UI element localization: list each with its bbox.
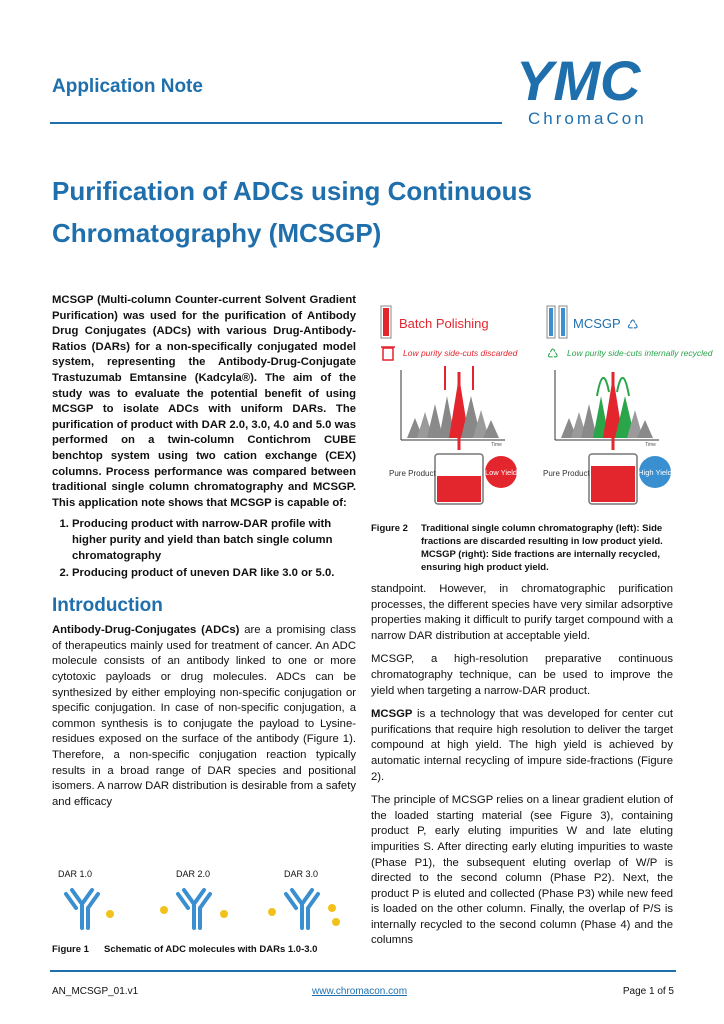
- fig1-label-dar3: DAR 3.0: [284, 869, 319, 879]
- fig1-label-dar2: DAR 2.0: [176, 869, 211, 879]
- antibody-icon: [178, 890, 210, 928]
- mcsgp-title: MCSGP: [573, 316, 621, 331]
- figure-1-caption: [52, 944, 356, 955]
- recycle-icon: ♺: [547, 346, 559, 361]
- footer-doc-id: AN_MCSGP_01.v1: [52, 986, 139, 997]
- footer-page-number: Page 1 of 5: [622, 986, 674, 997]
- footer-divider: [50, 970, 676, 972]
- introduction-text: are a promising class of therapeutics mainly used for treatment of cancer. An ADC molecule consists of an antibody linked to one or more cytotoxic payloads or drug molecules. ADCs can be synthesized by either employing non-specific conjugation or specific conjugation. In case of non-specific conjugation, a common synthesis is to conjugate the payload to Lysine-residues exposed on the surface of the antibody (Figure 1). Therefore, a non-specific conjugation reaction typically results in a broad range of DAR species and positional isomers. A narrow DAR distribution is desirable from a safety and efficacy: [52, 624, 356, 808]
- collection-vessel-right: [589, 454, 637, 504]
- introduction-term: Antibody-Drug-Conjugates (ADCs): [52, 624, 240, 637]
- antibody-icon: [66, 890, 98, 928]
- figure-1-caption-text: Schematic of ADC molecules with DARs 1.0-3.0: [104, 944, 318, 955]
- recycle-icon: ♺: [627, 317, 639, 332]
- figure-1-diagram: [52, 868, 356, 940]
- twin-column-icon: [547, 306, 567, 338]
- title-line-1: Purification of ADCs using Continuous: [52, 176, 533, 206]
- footer-website-link[interactable]: www.chromacon.com: [312, 986, 408, 997]
- chromatogram-right: [555, 370, 659, 450]
- abstract-list: [52, 517, 356, 581]
- figure-2-caption: [371, 522, 673, 574]
- column-icon: [381, 306, 391, 338]
- title-line-2: Chromatography (MCSGP): [52, 218, 382, 248]
- batch-side-cuts-note: Low purity side-cuts discarded: [403, 348, 518, 358]
- introduction-heading: Introduction: [52, 594, 163, 616]
- right-time-axis-label: Time: [645, 442, 656, 448]
- right-pure-product-label: Pure Product: [543, 469, 590, 478]
- fig1-label-dar1: DAR 1.0: [58, 869, 93, 879]
- chromatogram-left: [401, 366, 505, 450]
- paragraph: The principle of MCSGP relies on a linear gradient elution of the loaded starting material (see Figure 3), containing product P, early eluting impurities W and late eluting impurities S. After directing early eluting impurities to waste (Phase P1), the subsequent eluting overlap of W/P is directed to the second column (Phase P2). Next, the product P is eluted and collected (Phase P3) while new feed is loaded on the other column. Finally, the overlap of P/S is internally recycled to the second column (Phase 4) and the columns: [371, 794, 673, 947]
- mcsgp-term: MCSGP: [371, 708, 413, 721]
- collection-vessel-left: [435, 454, 483, 504]
- logo-sub-text: ChromaCon: [528, 109, 647, 128]
- mcsgp-side-cuts-note: Low purity side-cuts internally recycled: [567, 348, 713, 358]
- figure-2-caption-label: Figure 2: [371, 523, 408, 534]
- high-yield-text: High Yield: [638, 468, 672, 477]
- left-column: [52, 293, 356, 818]
- paragraph: [371, 707, 673, 785]
- figure-1-caption-label: Figure 1: [52, 944, 89, 955]
- abstract-list-item: 1. Producing product with narrow-DAR profile with higher purity and yield than batch single column chromatography: [72, 517, 356, 564]
- ymc-chromacon-logo: [512, 50, 682, 130]
- paragraph-text: is a technology that was developed for center cut purifications that require high resolution to deliver the target compound at high yield. The high yield is achieved by automatic internal recycling of impure side-fractions (Figure 2).: [371, 708, 673, 783]
- left-time-axis-label: Time: [491, 442, 502, 448]
- figure-2-diagram: [371, 300, 713, 512]
- paragraph: MCSGP, a high-resolution preparative continuous chromatography technique, can be used to improve the yield when targeting a narrow-DAR product.: [371, 653, 673, 697]
- right-column: [371, 582, 673, 957]
- paragraph: standpoint. However, in chromatographic purification processes, the different species have very similar adsorptive properties making it difficult to purify target compound with a narrow DAR distribution at acceptable yield.: [371, 583, 673, 642]
- trash-icon: [381, 347, 395, 360]
- introduction-paragraph: [52, 623, 356, 810]
- figure-2-caption-text: Traditional single column chromatography (left): Side fractions are discarded resulting in low product yield. MCSGP (right): Side fractions are internally recycled, ensuring high product yield.: [421, 523, 663, 573]
- payload-icon: [106, 910, 114, 918]
- left-pure-product-label: Pure Product: [389, 469, 436, 478]
- abstract-list-item: 2. Producing product of uneven DAR like 3.0 or 5.0.: [72, 566, 356, 582]
- logo-main-text: YMC: [516, 49, 641, 112]
- header-divider: [50, 122, 502, 124]
- low-yield-text: Low Yield: [484, 468, 518, 477]
- antibody-icon: [286, 890, 318, 928]
- batch-polishing-title: Batch Polishing: [399, 316, 489, 331]
- document-type-label: Application Note: [52, 76, 203, 97]
- page-title: [52, 170, 652, 254]
- abstract-text: MCSGP (Multi-column Counter-current Solvent Gradient Purification) was used for the purification of Antibody Drug Conjugates (ADCs) with various Drug-Antibody-Ratios (DARs) for a non-specifically conjugated model system, representing the Antibody-Drug-Conjugate Trastuzumab Emtansine (Kadcyla®). The aim of the study was to evaluate the potential benefit of using MCSGP to isolate ADCs with uniform DARs. The purification of product with DAR 2.0, 3.0, 4.0 and 5.0 was performed on a twin-column Contichrom CUBE benchtop system using two cation exchange (CEX) columns. Process performance was compared between traditional single column chromatography and MCSGP. This application note shows that MCSGP is capable of:: [52, 294, 356, 509]
